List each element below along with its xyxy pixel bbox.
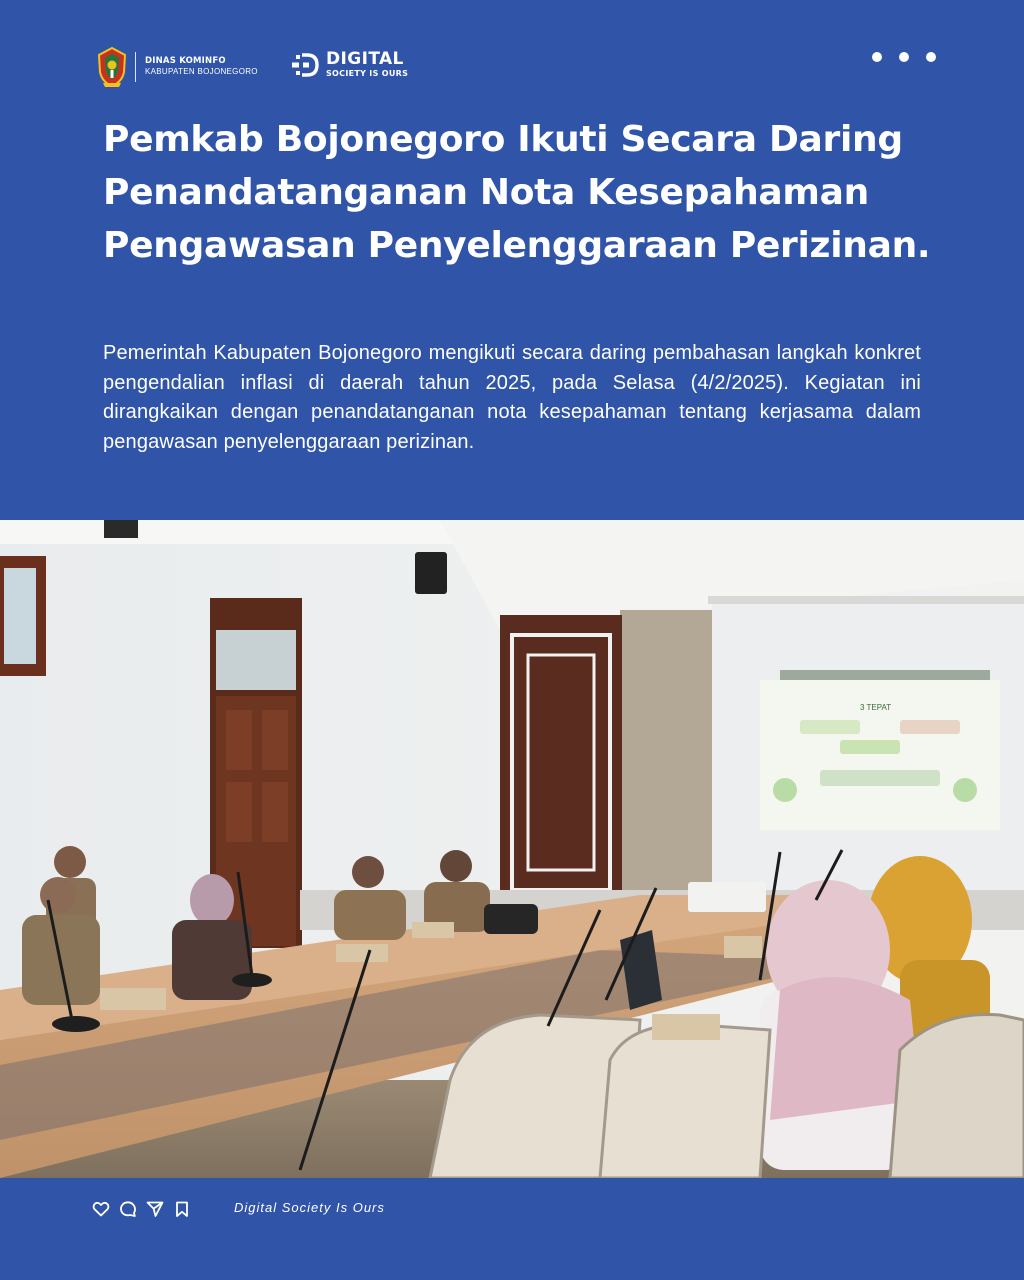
post-title: Pemkab Bojonegoro Ikuti Secara Daring Penandatanganan Nota Kesepahaman Pengawasan Penyelenggaraan Perizinan. — [103, 119, 931, 266]
bookmark-icon[interactable] — [173, 1200, 191, 1218]
send-icon[interactable] — [146, 1200, 164, 1218]
org-subtitle: KABUPATEN BOJONEGORO — [145, 67, 258, 76]
meeting-photo — [0, 520, 1024, 1178]
dot — [926, 52, 936, 62]
digital-society-logo-icon — [290, 52, 320, 78]
footer-tagline: Digital Society Is Ours — [234, 1200, 385, 1215]
comment-icon[interactable] — [119, 1200, 137, 1218]
bojonegoro-emblem-icon — [96, 46, 128, 88]
footer-bar — [0, 1178, 1024, 1280]
org-name: DINAS KOMINFO — [145, 56, 226, 66]
header-bar — [96, 46, 936, 90]
dot — [899, 52, 909, 62]
org-wordmark — [145, 56, 258, 77]
screen-heading: 3 TEPAT — [860, 703, 892, 712]
brand-title: DIGITAL — [326, 49, 404, 69]
post-actions — [92, 1200, 191, 1218]
more-dots-icon[interactable] — [872, 52, 936, 62]
heart-icon[interactable] — [92, 1200, 110, 1218]
header-divider — [135, 52, 136, 82]
brand-subtitle: SOCIETY IS OURS — [326, 69, 409, 78]
dot — [872, 52, 882, 62]
brand-wordmark — [326, 50, 408, 79]
post-body: Pemerintah Kabupaten Bojonegoro mengikuti secara daring pembahasan langkah konkret pengendalian inflasi di daerah tahun 2025, pada Selasa (4/2/2025). Kegiatan ini dirangkaikan dengan penandatanganan nota kesepahaman tentang kerjasama dalam pengawasan penyelenggaraan perizinan. — [103, 342, 921, 453]
